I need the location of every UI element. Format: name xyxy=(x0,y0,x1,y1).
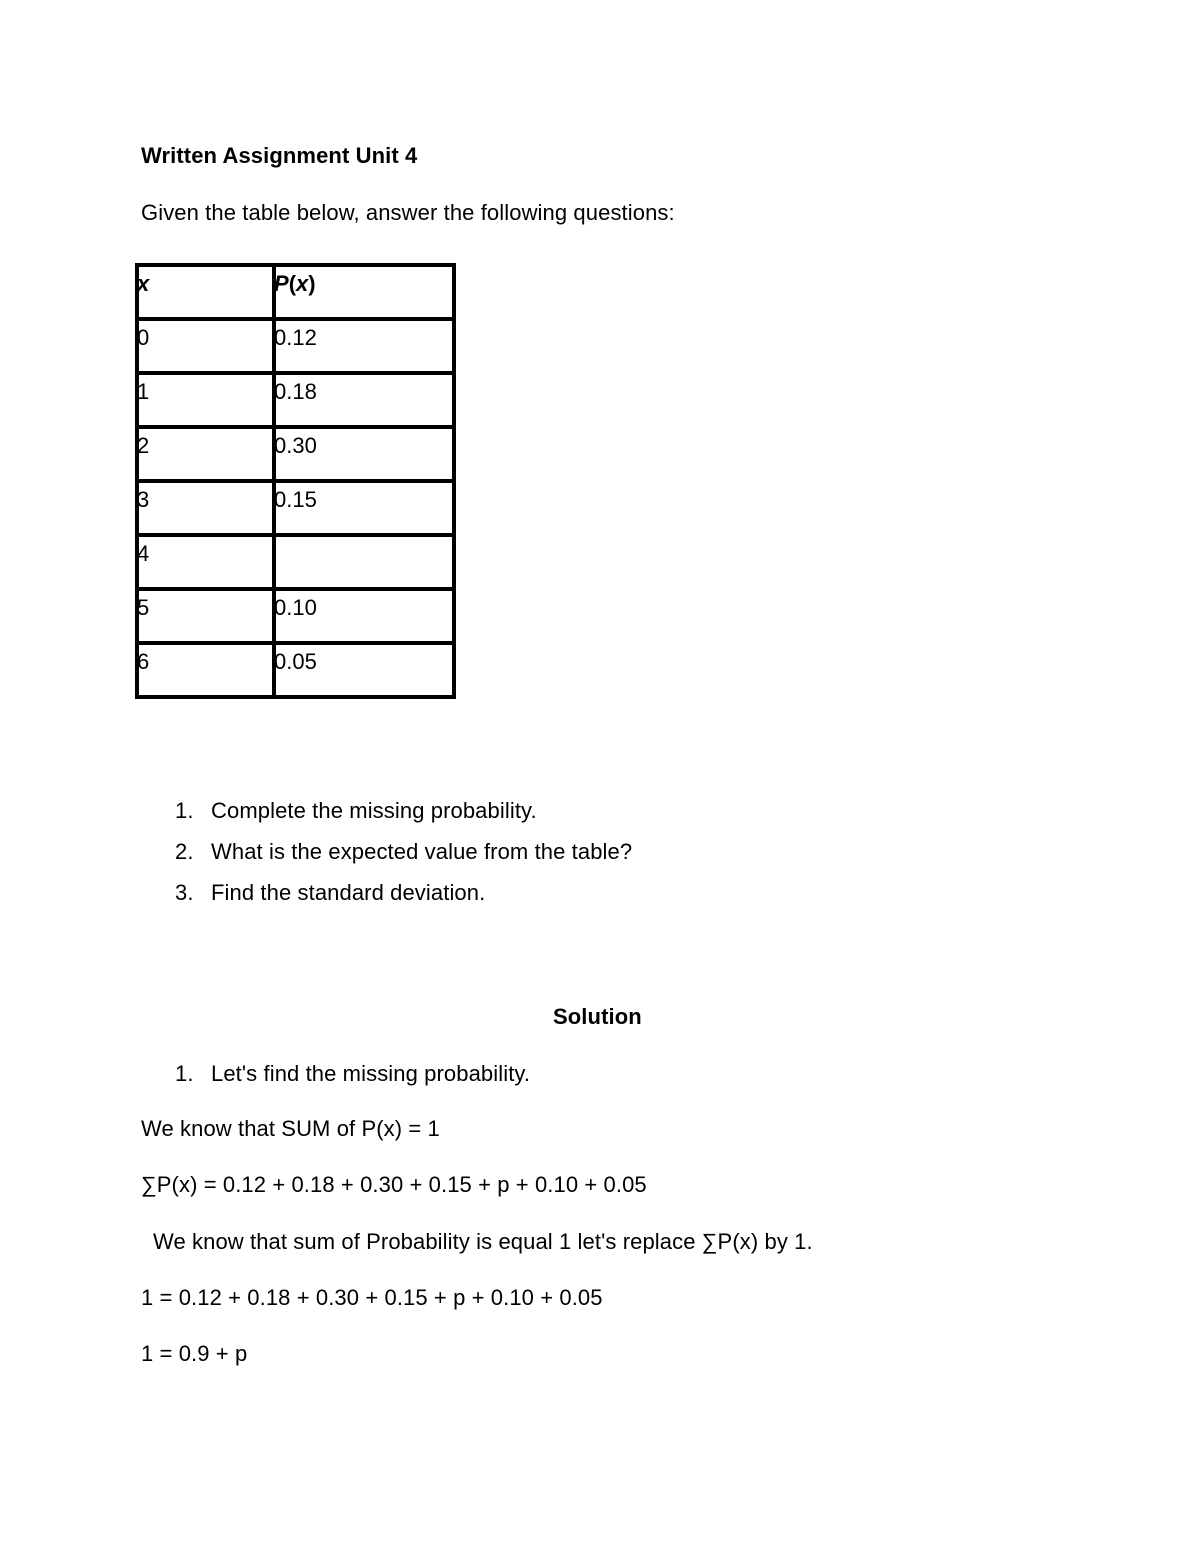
table-row xyxy=(137,481,454,535)
table-row xyxy=(137,319,454,373)
document-title: Written Assignment Unit 4 xyxy=(141,143,418,168)
cell-x xyxy=(137,589,274,643)
solution-line: 1 = 0.12 + 0.18 + 0.30 + 0.15 + p + 0.10 + 0.05 xyxy=(141,1285,603,1310)
cell-x-value: 5 xyxy=(137,595,150,620)
solution-step-text: Let's find the missing probability. xyxy=(211,1061,531,1086)
list-number: 3. xyxy=(175,880,194,905)
question-text: What is the expected value from the table? xyxy=(211,839,633,864)
cell-x xyxy=(137,373,274,427)
cell-p-value: 0.30 xyxy=(274,433,317,458)
cell-x xyxy=(137,427,274,481)
list-number: 1. xyxy=(175,1061,194,1086)
header-x-label: x xyxy=(137,271,150,296)
cell-p-missing xyxy=(274,535,454,589)
table-row xyxy=(137,373,454,427)
list-number: 1. xyxy=(175,798,194,823)
cell-p-value: 0.05 xyxy=(274,649,317,674)
table-row xyxy=(137,535,454,589)
cell-x-value: 4 xyxy=(137,541,150,566)
cell-p xyxy=(274,589,454,643)
cell-x xyxy=(137,535,274,589)
cell-p-value xyxy=(274,537,452,543)
table-row xyxy=(137,589,454,643)
cell-x-value: 3 xyxy=(137,487,150,512)
cell-p xyxy=(274,319,454,373)
cell-x-value: 6 xyxy=(137,649,150,674)
header-px-label xyxy=(274,267,452,295)
cell-x-value: 0 xyxy=(137,325,150,350)
intro-text: Given the table below, answer the following questions: xyxy=(141,200,675,225)
cell-x-value: 2 xyxy=(137,433,150,458)
question-text: Find the standard deviation. xyxy=(211,880,486,905)
header-cell-x xyxy=(137,265,274,319)
cell-p-value: 0.18 xyxy=(274,379,317,404)
solution-heading: Solution xyxy=(553,1004,642,1029)
header-px-var: x xyxy=(296,271,309,296)
cell-p xyxy=(274,481,454,535)
table-row xyxy=(137,427,454,481)
cell-p xyxy=(274,643,454,697)
solution-line: We know that SUM of P(x) = 1 xyxy=(141,1116,440,1141)
cell-x xyxy=(137,643,274,697)
cell-p-value: 0.12 xyxy=(274,325,317,350)
question-text: Complete the missing probability. xyxy=(211,798,537,823)
cell-p-value: 0.15 xyxy=(274,487,317,512)
solution-line: 1 = 0.9 + p xyxy=(141,1341,248,1366)
header-px-letter: P xyxy=(274,271,289,296)
header-px-open: ( xyxy=(288,271,297,296)
header-cell-px xyxy=(274,265,454,319)
cell-x xyxy=(137,319,274,373)
cell-p xyxy=(274,373,454,427)
list-number: 2. xyxy=(175,839,194,864)
probability-table xyxy=(135,263,456,699)
table-header-row xyxy=(137,265,454,319)
table-row xyxy=(137,643,454,697)
solution-line: ∑P(x) = 0.12 + 0.18 + 0.30 + 0.15 + p + 0.10 + 0.05 xyxy=(141,1172,647,1197)
header-px-close: ) xyxy=(308,271,316,296)
solution-line: We know that sum of Probability is equal 1 let's replace ∑P(x) by 1. xyxy=(153,1229,813,1254)
cell-x xyxy=(137,481,274,535)
cell-p xyxy=(274,427,454,481)
cell-p-value: 0.10 xyxy=(274,595,317,620)
cell-x-value: 1 xyxy=(137,379,150,404)
